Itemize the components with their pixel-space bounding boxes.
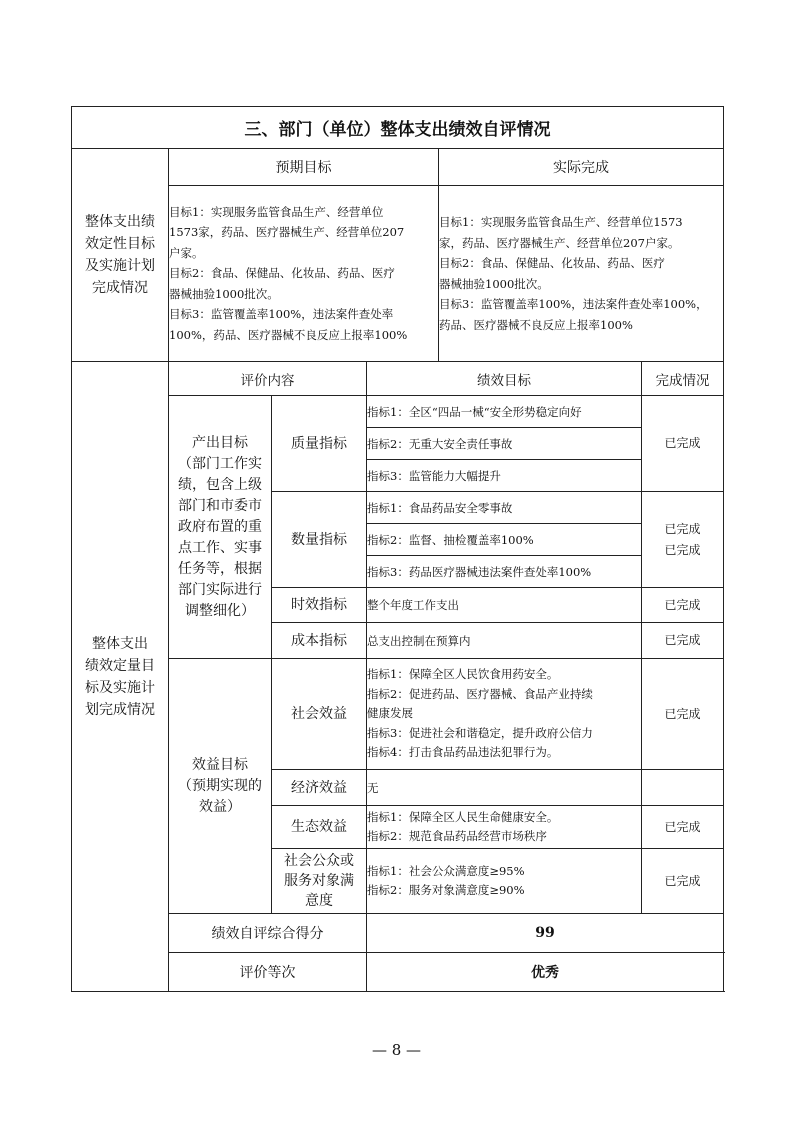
benefit-goal-label: 效益目标 （预期实现的 效益） [169, 659, 272, 914]
social-benefit-status: 已完成 [642, 659, 724, 770]
qualitative-label: 整体支出绩 效定性目标 及实施计划 完成情况 [72, 149, 169, 362]
expected-goal-text: 目标1：实现服务监管食品生产、经营单位 1573家，药品、医疗器械生产、经营单位207 户家。 目标2：食品、保健品、化妆品、药品、医疗 器械抽验1000批次。 目标3：监管覆盖率100%，违法案件查处率 100%，药品、医疗器械不良反应上报率100% [169, 186, 439, 362]
quantity-status: 已完成 已完成 [642, 492, 724, 588]
output-goal-label: 产出目标 （部门工作实 绩，包含上级 部门和市委市 政府布置的重 点工作、实事 任务等，根据 部门实际进行 调整细化） [169, 396, 272, 659]
performance-target-header: 绩效目标 [367, 362, 642, 396]
cost-indicator-label: 成本指标 [272, 623, 367, 659]
economic-benefit-text: 无 [367, 770, 642, 806]
actual-completion-text: 目标1：实现服务监管食品生产、经营单位1573 家，药品、医疗器械生产、经营单位207户家。 目标2：食品、保健品、化妆品、药品、医疗 器械抽验1000批次。 目标3：监管覆盖率100%，违法案件查处率100%， 药品、医疗器械不良反应上报率100% [439, 186, 724, 362]
quantity-indicator-2: 指标2：监督、抽检覆盖率100% [367, 524, 642, 556]
quality-indicator-label: 质量指标 [272, 396, 367, 492]
cost-status: 已完成 [642, 623, 724, 659]
satisfaction-status: 已完成 [642, 849, 724, 914]
expected-goal-header: 预期目标 [169, 149, 439, 186]
section-title: 三、部门（单位）整体支出绩效自评情况 [72, 107, 724, 149]
social-benefit-label: 社会效益 [272, 659, 367, 770]
economic-benefit-label: 经济效益 [272, 770, 367, 806]
evaluation-grade-value: 优秀 [367, 953, 724, 992]
evaluation-content-header: 评价内容 [169, 362, 367, 396]
ecological-benefit-status: 已完成 [642, 806, 724, 849]
quality-indicator-2: 指标2：无重大安全责任事故 [367, 428, 642, 460]
social-benefit-indicators: 指标1：保障全区人民饮食用药安全。 指标2：促进药品、医疗器械、食品产业持续 健康发展 指标3：促进社会和谐稳定，提升政府公信力 指标4：打击食品药品违法犯罪行为。 [367, 659, 642, 770]
timeliness-indicator-label: 时效指标 [272, 588, 367, 623]
quantity-indicator-3: 指标3：药品医疗器械违法案件查处率100% [367, 556, 642, 588]
actual-completion-header: 实际完成 [439, 149, 724, 186]
quality-indicator-3: 指标3：监管能力大幅提升 [367, 460, 642, 492]
timeliness-status: 已完成 [642, 588, 724, 623]
quantitative-label: 整体支出 绩效定量目 标及实施计 划完成情况 [72, 362, 169, 992]
overall-score-label: 绩效自评综合得分 [169, 914, 367, 953]
ecological-benefit-indicators: 指标1：保障全区人民生命健康安全。 指标2：规范食品药品经营市场秩序 [367, 806, 642, 849]
cost-indicator-text: 总支出控制在预算内 [367, 623, 642, 659]
timeliness-indicator-text: 整个年度工作支出 [367, 588, 642, 623]
quality-status: 已完成 [642, 396, 724, 492]
economic-benefit-status [642, 770, 724, 806]
evaluation-grade-label: 评价等次 [169, 953, 367, 992]
quality-indicator-1: 指标1：全区“四品一械“安全形势稳定向好 [367, 396, 642, 428]
overall-score-value: 99 [367, 914, 724, 953]
completion-status-header: 完成情况 [642, 362, 724, 396]
satisfaction-indicators: 指标1：社会公众满意度≥95% 指标2：服务对象满意度≥90% [367, 849, 642, 914]
page-number: — 8 — [371, 1041, 422, 1059]
quantity-indicator-1: 指标1：食品药品安全零事故 [367, 492, 642, 524]
self-evaluation-table [71, 106, 724, 992]
ecological-benefit-label: 生态效益 [272, 806, 367, 849]
satisfaction-label: 社会公众或 服务对象满 意度 [272, 849, 367, 914]
quantity-indicator-label: 数量指标 [272, 492, 367, 588]
